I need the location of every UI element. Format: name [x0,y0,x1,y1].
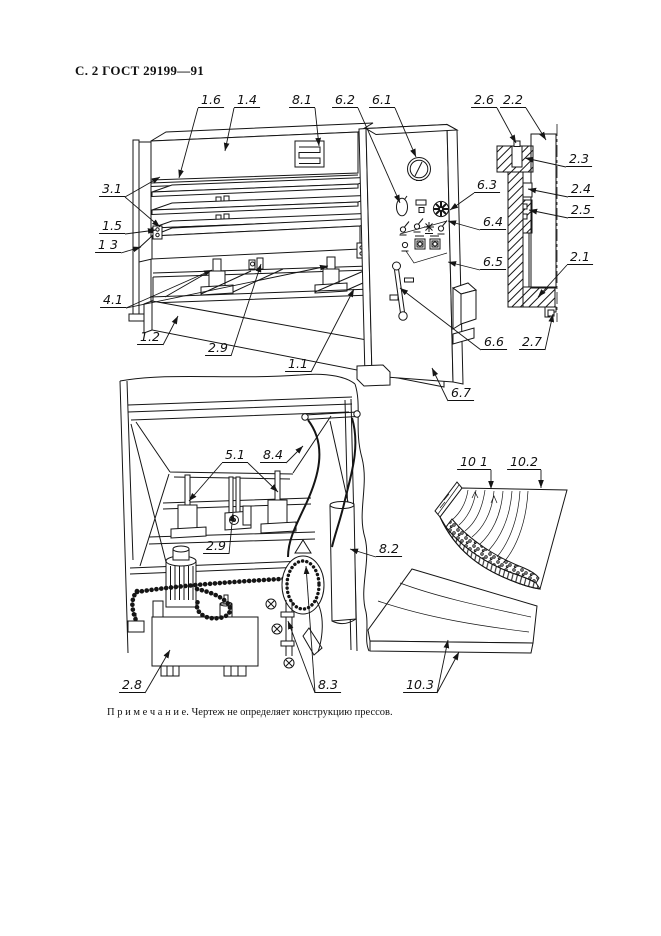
callout-label-6.1-4: 6.1 [369,93,395,108]
callout-label-8.4-25: 8.4 [260,448,286,463]
callout-label-5.1-24: 5.1 [222,448,248,463]
page-header: С. 2 ГОСТ 29199—91 [75,63,205,78]
callout-label-3.1-7: 3.1 [99,182,125,197]
timer-knob [433,201,448,216]
callout-label-6.6-17: 6.6 [481,335,507,350]
platen-cross-section-detail [497,124,557,322]
callout-label-6.3-14: 6.3 [474,178,500,193]
note-text: П р и м е ч а н и е. Чертеж не определяет конструкцию прессов. [107,707,393,718]
callout-label-8.3-29: 8.3 [315,678,341,693]
callout-label-2.4-20: 2.4 [568,182,594,197]
callout-label-8.2-27: 8.2 [376,542,402,557]
callout-label-2.9-12: 2.9 [205,341,231,356]
callout-label-6.5-16: 6.5 [480,255,506,270]
press-general-view [129,123,476,387]
callout-label-2.2-6: 2.2 [500,93,526,108]
callout-label-10.3-32: 10.3 [403,678,437,693]
callout-label-1-3-9: 1 3 [95,238,121,253]
callout-label-1.2-11: 1.2 [137,330,163,345]
callout-label-6.2-3: 6.2 [332,93,358,108]
callout-label-1.5-8: 1.5 [99,219,125,234]
control-panel [357,125,463,387]
callout-label-8.1-2: 8.1 [289,93,315,108]
callout-label-1.1-13: 1.1 [285,357,311,372]
callout-label-2.1-22: 2.1 [567,250,593,265]
board-samples-view [368,482,567,653]
callout-label-2.9-26: 2.9 [203,539,229,554]
callout-label-10-1-30: 10 1 [457,455,491,470]
callout-label-2.3-19: 2.3 [566,152,592,167]
callout-label-1.6-0: 1.6 [198,93,224,108]
callout-label-2.5-21: 2.5 [568,203,594,218]
callout-label-2.7-23: 2.7 [519,335,545,350]
pressure-gauge [408,158,431,181]
callout-label-1.4-1: 1.4 [234,93,260,108]
callout-label-2.6-5: 2.6 [471,93,497,108]
callout-label-6.7-18: 6.7 [448,386,474,401]
callout-label-2.8-28: 2.8 [119,678,145,693]
callout-label-4.1-10: 4.1 [100,293,126,308]
hydraulic-drive-view [120,374,369,676]
callout-label-6.4-15: 6.4 [480,215,506,230]
callout-label-10.2-31: 10.2 [507,455,541,470]
